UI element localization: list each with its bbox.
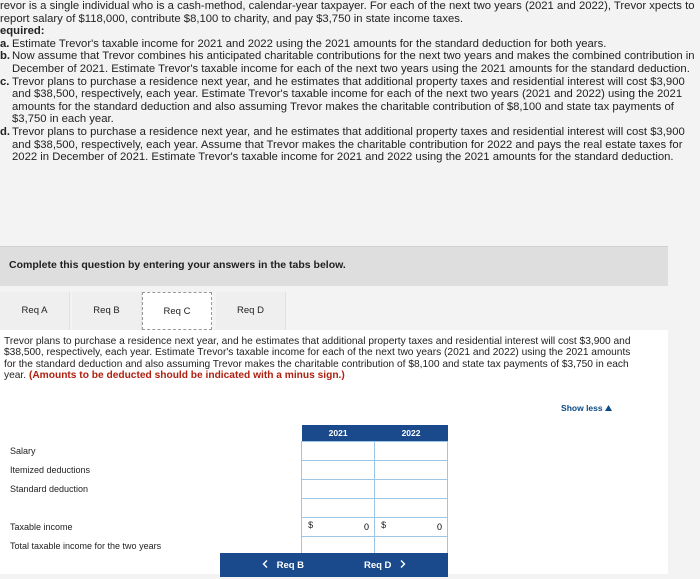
blank-2022-input[interactable] [376, 500, 446, 516]
requirement-letter: b. [0, 50, 11, 63]
requirement-text: Trevor plans to purchase a residence next year, and he estimates that additional property taxes and residential interest will cost $3,900 and $38,500, respectively, each year. Estimate Trevor's taxable income for each of the next two years (2021 and 2022) using the 2021 amounts for the standard deduction and also assuming Trevor makes the charitable contribution of $8,100 and state tax payments of $3,750 in each year. [12, 75, 685, 126]
answer-table [2, 425, 448, 556]
row-label-blank [2, 498, 302, 517]
tab-req-c[interactable]: Req C [142, 292, 212, 330]
problem-statement [0, 0, 700, 164]
minus-sign-note: (Amounts to be deducted should be indicated with a minus sign.) [28, 370, 345, 382]
currency-symbol: $ [308, 519, 314, 530]
tab-bar [0, 292, 668, 330]
prev-req-label: Req B [276, 560, 305, 571]
column-header-2021: 2021 [302, 425, 375, 441]
requirements-list [0, 38, 700, 164]
row-label-total: Total taxable income for the two years [10, 540, 162, 551]
requirement-text: Estimate Trevor's taxable income for 2021 and 2022 using the 2021 amounts for the standard deduction for both years. [12, 37, 607, 50]
row-label-taxable: Taxable income [10, 521, 73, 532]
requirement-letter: a. [0, 37, 10, 50]
blank-2021-input[interactable] [303, 500, 373, 516]
description-text: Trevor plans to purchase a residence next year, and he estimates that additional property taxes and residential interest will cost $3,900 and $38,500, respectively, each year. Estimate Trevor's taxable income for each of the next two years (2021 and 2022) using the 2021 amounts for the standard deduction and also assuming Trevor makes the charitable contribution of $8,100 and state tax payments of $3,750 in each year. [4, 336, 631, 382]
itemized-2022-input[interactable] [376, 462, 446, 478]
problem-intro: revor is a single individual who is a cash-method, calendar-year taxpayer. For each of the next two years (2021 and 2022), Trevor xpects to report salary of $118,000, contribute $8,100 to charity, and pay $3,750 in state income taxes. [0, 0, 695, 25]
next-req-button[interactable] [322, 553, 448, 577]
table-row [2, 460, 448, 479]
standard-2022-input[interactable] [376, 481, 446, 497]
chevron-left-icon [262, 560, 268, 568]
instruction-panel [0, 246, 668, 286]
requirement-c [0, 76, 700, 126]
requirement-text: Now assume that Trevor combines his anticipated charitable contributions for the next two years and makes the combined contribution in December of 2021. Estimate Trevor's taxable income for each of the next two years using the 2021 amounts for the standard deduction. [12, 50, 695, 75]
standard-2021-input[interactable] [303, 481, 373, 497]
row-label-standard: Standard deduction [10, 483, 89, 494]
table-header [2, 425, 448, 441]
salary-2022-input[interactable] [376, 443, 446, 459]
table-row [2, 441, 448, 460]
table-row [2, 517, 448, 536]
show-less-label: Show less [561, 403, 603, 413]
instruction-text: Complete this question by entering your answers in the tabs below. [9, 259, 346, 271]
tab-req-a[interactable]: Req A [0, 292, 70, 330]
taxable-2022-input[interactable] [376, 519, 446, 535]
row-label-itemized: Itemized deductions [10, 464, 91, 475]
requirement-d [0, 126, 700, 164]
triangle-up-icon [605, 405, 612, 411]
tab-req-d[interactable]: Req D [216, 292, 286, 330]
table-row [2, 498, 448, 517]
row-label-salary: Salary [10, 445, 36, 456]
chevron-right-icon [400, 560, 406, 568]
requirement-text: Trevor plans to purchase a residence next year, and he estimates that additional property taxes and residential interest will cost $3,900 and $38,500, respectively, each year. Assume that Trevor makes the charitable contribution for 2022 and pays the real estate taxes for 2022 in December of 2021. Estimate Trevor's taxable income for 2021 and 2022 using the 2021 amounts for the standard deduction. [12, 125, 685, 164]
total-2022-input[interactable] [376, 538, 446, 554]
next-req-label: Req D [363, 560, 392, 571]
column-header-2022: 2022 [375, 425, 448, 441]
tab-content [0, 330, 668, 574]
currency-symbol: $ [381, 519, 387, 530]
show-less-link[interactable] [561, 403, 612, 413]
itemized-2021-input[interactable] [303, 462, 373, 478]
salary-2021-input[interactable] [303, 443, 373, 459]
tab-req-b[interactable]: Req B [72, 292, 142, 330]
table-row [2, 479, 448, 498]
total-2021-input[interactable] [303, 538, 373, 554]
requirement-b [0, 50, 700, 75]
requirement-letter: d. [0, 125, 11, 138]
requirement-a [0, 38, 700, 51]
required-heading: equired: [0, 25, 45, 38]
taxable-2021-input[interactable] [303, 519, 373, 535]
requirement-letter: c. [0, 75, 10, 88]
requirement-description [4, 336, 634, 382]
